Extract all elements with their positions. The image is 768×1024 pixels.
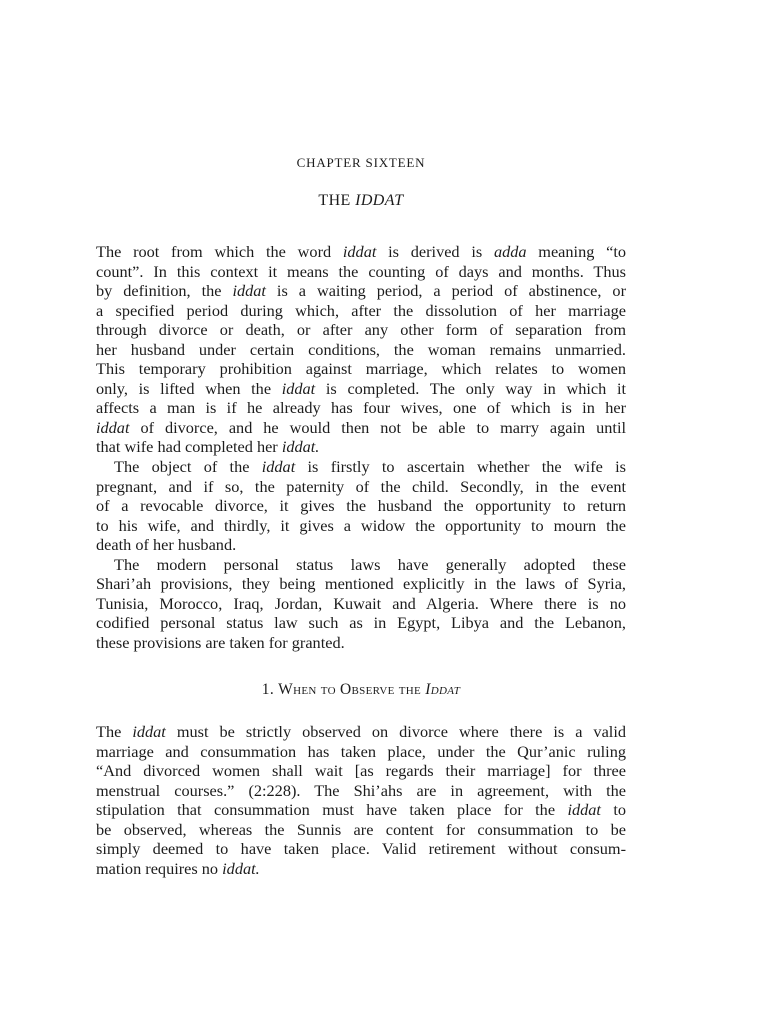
italic-term: iddat [567, 800, 601, 820]
chapter-title [96, 192, 626, 210]
italic-term: iddat. [222, 858, 260, 878]
text-line: to his wife, and thirdly, it gives a widow the opportunity to mourn the [96, 515, 626, 535]
italic-term: iddat [281, 378, 316, 398]
text-line: by definition, the iddat is a waiting period, a period of abstinence, or [96, 281, 626, 301]
text-line: Tunisia, Morocco, Iraq, Jordan, Kuwait and Algeria. Where there is no [96, 593, 626, 613]
text-line: be observed, whereas the Sunnis are content for consummation to be [96, 819, 626, 839]
chapter-label: CHAPTER SIXTEEN [296, 155, 426, 170]
text-line: The iddat must be strictly observed on divorce where there is a valid [96, 722, 626, 741]
paragraph-3 [96, 555, 626, 653]
italic-term: iddat [342, 242, 377, 261]
text-line: menstrual courses.” (2:228). The Shi’ahs are in agreement, with the [96, 780, 626, 800]
text-line: codified personal status law such as in Egypt, Libya and the Lebanon, [96, 613, 626, 633]
text-line: The root from which the word iddat is derived is adda meaning “to [96, 242, 627, 261]
chapter-title-italic: IDDAT [355, 192, 404, 209]
italic-term: iddat [96, 417, 130, 437]
text-line: Shari’ah provisions, they being mentioned explicitly in the laws of Syria, [96, 574, 626, 594]
text-line: these provisions are taken for granted. [96, 632, 345, 652]
text-line: “And divorced women shall wait [as regards their marriage] for three [96, 761, 626, 781]
paragraph-2 [96, 457, 626, 555]
section-title: When to Observe the [278, 681, 426, 698]
text-line: affects a man is if he already has four wives, one of which is in her [96, 398, 626, 418]
text-line: stipulation that consummation must have taken place for the iddat to [96, 800, 626, 820]
text-line: mation requires no iddat. [96, 858, 260, 878]
text-line: count”. In this context it means the counting of days and months. Thus [96, 261, 626, 281]
italic-term: iddat. [281, 437, 320, 457]
text-line: This temporary prohibition against marriage, which relates to women [96, 359, 626, 379]
text-line: death of her husband. [96, 535, 237, 555]
text-line: only, is lifted when the iddat is completed. The only way in which it [96, 378, 626, 398]
italic-term: iddat [132, 722, 166, 741]
section-body [96, 722, 626, 878]
text-line: The modern personal status laws have generally adopted these [114, 554, 626, 574]
chapter-title-prefix: THE [318, 192, 356, 209]
text-line: through divorce or death, or after any other form of separation from [96, 320, 626, 340]
italic-term: iddat [232, 281, 266, 301]
section-title-italic: Iddat [425, 681, 461, 698]
text-line: that wife had completed her iddat. [96, 437, 320, 457]
text-line: simply deemed to have taken place. Valid retirement without consum- [96, 839, 626, 859]
section-paragraph-1 [96, 722, 626, 878]
text-line: her husband under certain conditions, the woman remains unmarried. [96, 339, 626, 359]
italic-term: iddat [261, 457, 296, 477]
text-line: of a revocable divorce, it gives the husband the opportunity to return [96, 496, 626, 516]
paragraph-1 [96, 242, 626, 457]
text-line: The object of the iddat is firstly to ascertain whether the wife is [114, 457, 627, 477]
section-heading [96, 681, 626, 699]
chapter-body [96, 242, 626, 652]
italic-term: adda [493, 242, 527, 261]
text-line: a specified period during which, after the dissolution of her marriage [96, 300, 626, 320]
section-number: 1. [261, 681, 279, 698]
text-line: pregnant, and if so, the paternity of the child. Secondly, in the event [96, 476, 626, 496]
text-line: iddat of divorce, and he would then not be able to marry again until [96, 417, 626, 437]
text-line: marriage and consummation has taken place, under the Qur’anic ruling [96, 741, 626, 761]
